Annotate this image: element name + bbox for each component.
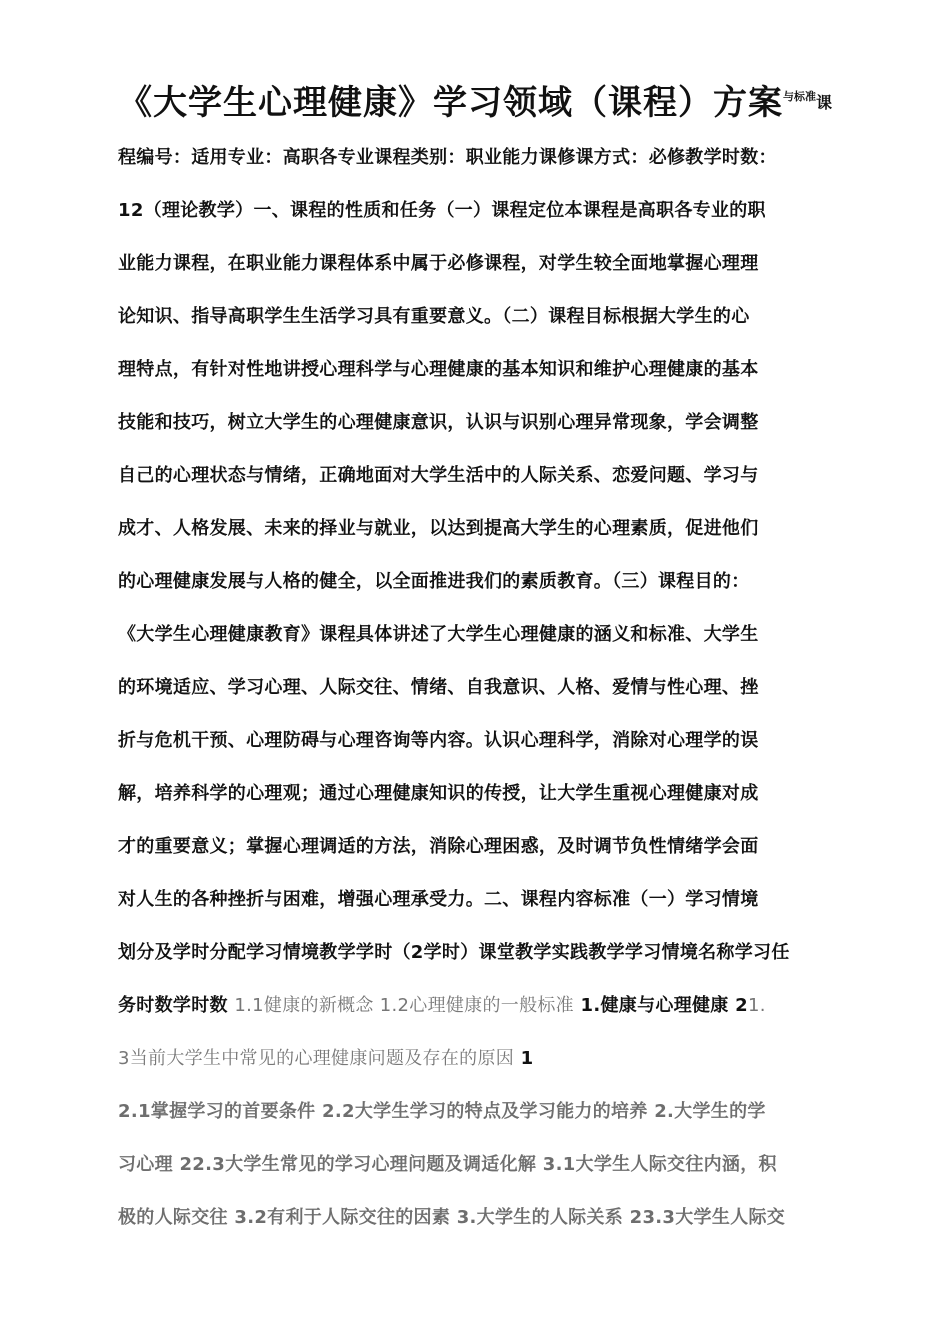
mixed-light-a: 1.1健康的新概念 1.2心理健康的一般标准	[234, 995, 574, 1016]
body-line: 程编号：适用专业：高职各专业课程类别：职业能力课修课方式：必修教学时数：	[118, 147, 777, 168]
body-line: 业能力课程，在职业能力课程体系中属于必修课程，对学生较全面地掌握心理理	[118, 253, 759, 274]
body-line: 技能和技巧，树立大学生的心理健康意识，认识与识别心理异常现象，学会调整	[118, 412, 759, 433]
gray-line: 2.1掌握学习的首要条件 2.2大学生学习的特点及学习能力的培养 2.大学生的学	[118, 1101, 766, 1122]
mixed-bold-c: 1	[520, 1048, 534, 1069]
body-line: 对人生的各种挫折与困难，增强心理承受力。二、课程内容标准（一）学习情境	[118, 889, 759, 910]
body-line-mixed	[118, 1046, 858, 1072]
body-line: 折与危机干预、心理防碍与心理咨询等内容。认识心理科学，消除对心理学的误	[118, 730, 759, 751]
title-main: 《大学生心理健康》学习领域（课程）方案	[118, 83, 783, 123]
document-title	[118, 72, 878, 128]
title-tail: 课	[816, 93, 833, 112]
body-line: 解，培养科学的心理观；通过心理健康知识的传授，让大学生重视心理健康对成	[118, 783, 759, 804]
body-line: 成才、人格发展、未来的择业与就业，以达到提高大学生的心理素质，促进他们	[118, 518, 759, 539]
mixed-light-c: 3当前大学生中常见的心理健康问题及存在的原因	[118, 1048, 515, 1069]
body-line: 理特点，有针对性地讲授心理科学与心理健康的基本知识和维护心理健康的基本	[118, 359, 759, 380]
body-line: 才的重要意义；掌握心理调适的方法，消除心理困惑，及时调节负性情绪学会面	[118, 836, 759, 857]
body-line: 《大学生心理健康教育》课程具体讲述了大学生心理健康的涵义和标准、大学生	[118, 624, 759, 645]
body-line: 划分及学时分配学习情境教学学时（2学时）课堂教学实践教学学习情境名称学习任	[118, 942, 790, 963]
title-small-text: 与标准	[783, 90, 816, 103]
mixed-bold-a: 务时数学时数	[118, 995, 228, 1016]
gray-line: 习心理 22.3大学生常见的学习心理问题及调适化解 3.1大学生人际交往内涵，积	[118, 1154, 777, 1175]
mixed-bold-b: 1.健康与心理健康 2	[580, 995, 748, 1016]
gray-line: 极的人际交往 3.2有利于人际交往的因素 3.大学生的人际关系 23.3大学生人际交	[118, 1207, 786, 1228]
body-line-mixed	[118, 993, 858, 1019]
body-line: 论知识、指导高职学生生活学习具有重要意义。（二）课程目标根据大学生的心	[118, 306, 750, 327]
body-line: 的心理健康发展与人格的健全，以全面推进我们的素质教育。（三）课程目的：	[118, 571, 750, 592]
body-line: 自己的心理状态与情绪，正确地面对大学生活中的人际关系、恋爱问题、学习与	[118, 465, 759, 486]
body-line: 的环境适应、学习心理、人际交往、情绪、自我意识、人格、爱情与性心理、挫	[118, 677, 759, 698]
body-line: 12（理论教学）一、课程的性质和任务（一）课程定位本课程是高职各专业的职	[118, 200, 766, 221]
mixed-light-b: 1.	[748, 995, 766, 1016]
